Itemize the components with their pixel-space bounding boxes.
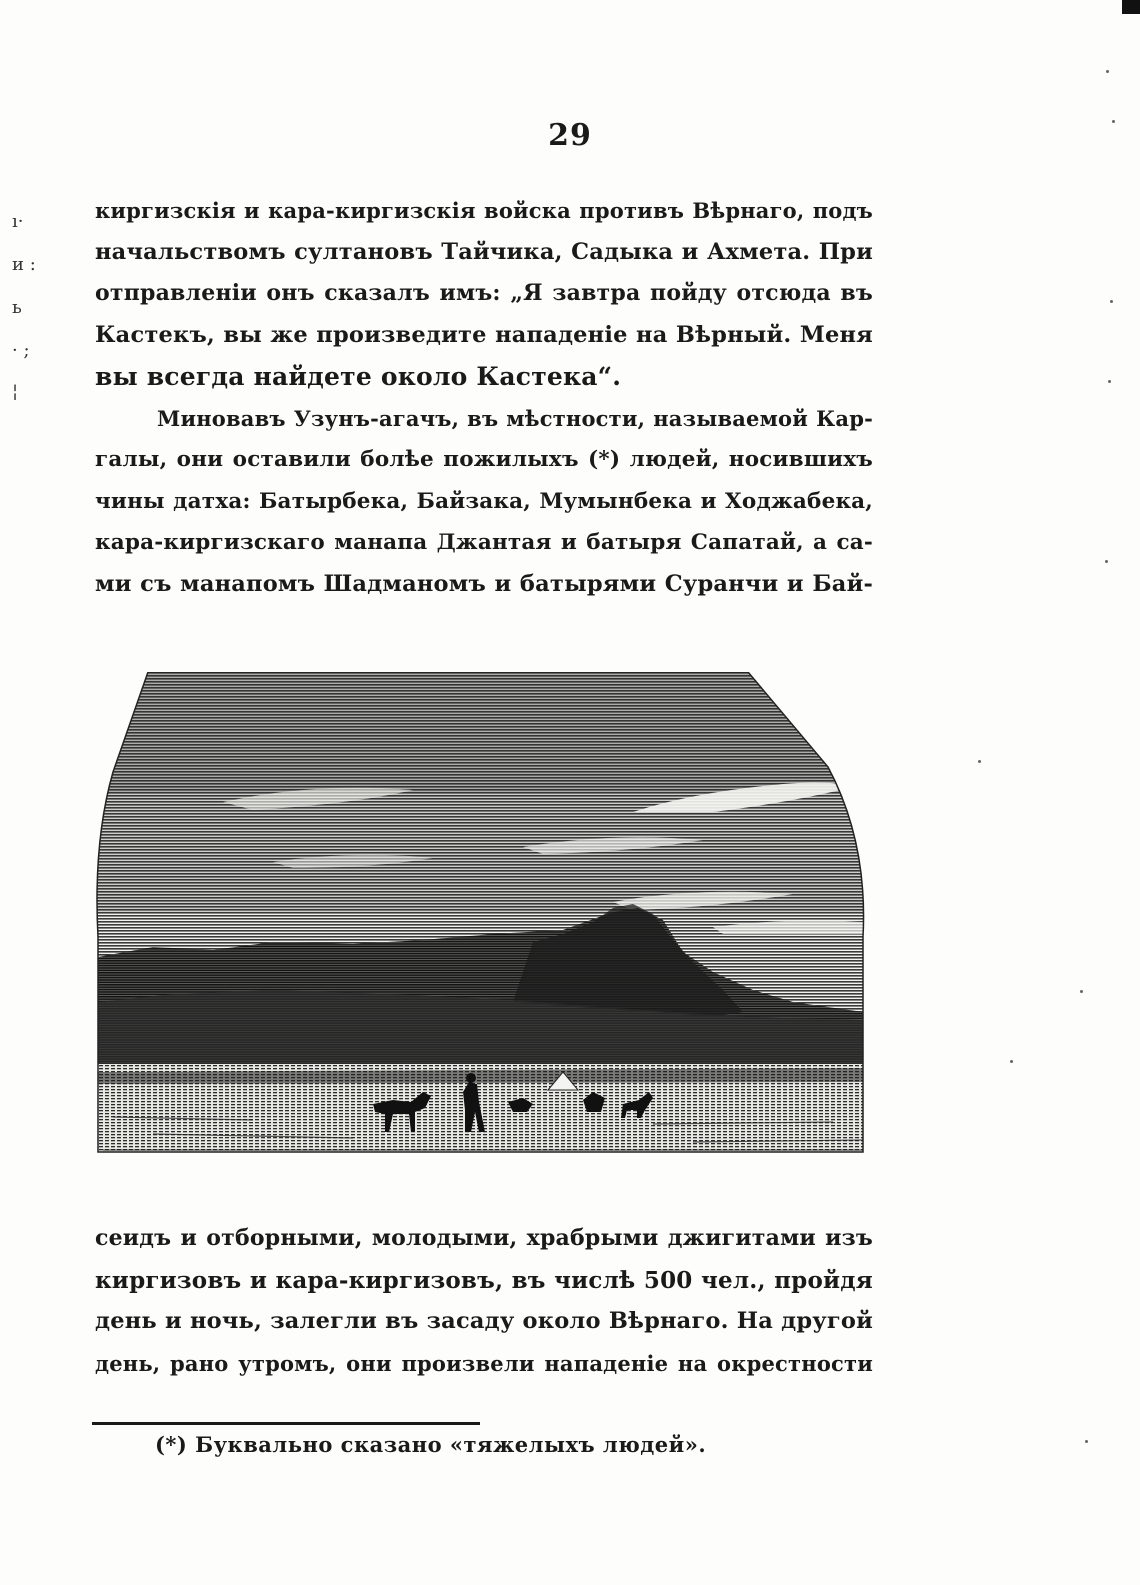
footnote: (*) Буквально сказано «тяжелыхъ людей». bbox=[155, 1432, 707, 1457]
page-number: 29 bbox=[548, 118, 592, 153]
footnote-rule bbox=[92, 1422, 480, 1425]
text-line: Кастекъ, вы же произведите нападеніе на Вѣрный. Меня bbox=[95, 321, 873, 348]
body-text-top bbox=[95, 190, 873, 605]
text-line: день и ночь, залегли въ засаду около Вѣрнаго. На другой bbox=[95, 1308, 873, 1334]
text-line: начальствомъ султановъ Тайчика, Садыка и Ахмета. При bbox=[95, 238, 873, 265]
text-line: ми съ манапомъ Шадманомъ и батырями Суранчи и Бай- bbox=[95, 570, 873, 597]
page-corner-mark bbox=[1122, 0, 1140, 14]
body-text-bottom bbox=[95, 1218, 873, 1384]
text-line: кара-киргизскаго манапа Джантая и батыря Сапатай, а са- bbox=[95, 530, 873, 555]
text-line: киргизовъ и кара-киргизовъ, въ числѣ 500 чел., пройдя bbox=[95, 1266, 873, 1294]
margin-mark: ı· bbox=[12, 211, 24, 232]
text-line: день, рано утромъ, они произвели нападеніе на окрестности bbox=[95, 1350, 873, 1376]
margin-mark: · ; bbox=[12, 340, 30, 361]
engraving-illustration bbox=[93, 672, 868, 1157]
text-line: киргизскія и кара-киргизскія войска противъ Вѣрнаго, подъ bbox=[95, 198, 873, 223]
text-line: отправленіи онъ сказалъ имъ: „Я завтра пойду отсюда въ bbox=[95, 280, 873, 306]
text-line: сеидъ и отборными, молодыми, храбрыми джигитами изъ bbox=[95, 1225, 873, 1251]
text-line: вы всегда найдете около Кастека“. bbox=[95, 362, 622, 391]
left-margin-marks bbox=[12, 200, 52, 413]
margin-mark: ¦ bbox=[12, 381, 19, 402]
text-line: Миновавъ Узунъ-агачъ, въ мѣстности, называемой Кар- bbox=[157, 405, 873, 431]
text-line: галы, они оставили болѣе пожилыхъ (*) людей, носившихъ bbox=[95, 447, 873, 472]
margin-mark: ь bbox=[12, 297, 22, 318]
margin-mark: и : bbox=[12, 254, 36, 275]
text-line: чины датха: Батырбека, Байзака, Мумынбека и Ходжабека, bbox=[95, 488, 873, 514]
